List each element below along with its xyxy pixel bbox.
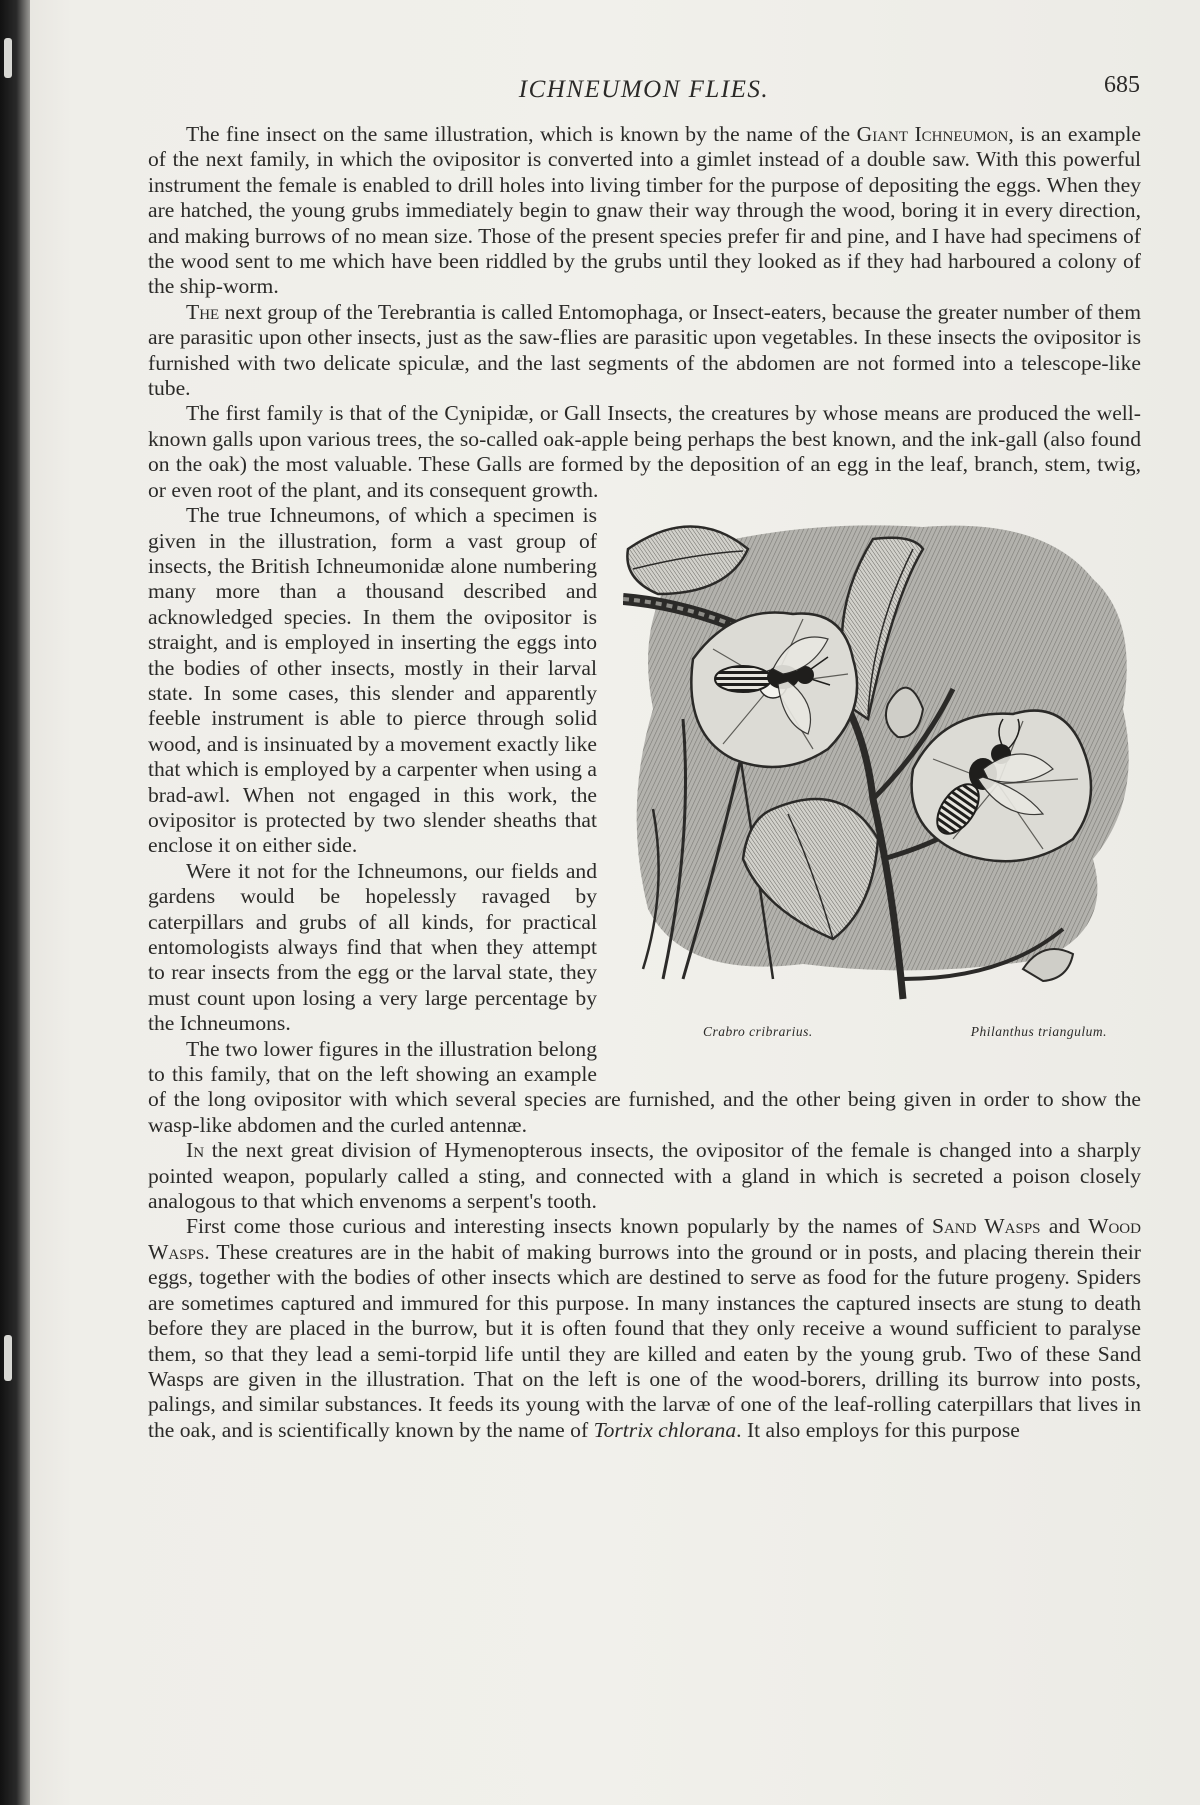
paragraph-cynipidae: The first family is that of the Cynipidæ, or Gall Insects, the creatures by whose means are produced the well-known galls upon various trees, the so-called oak-apple being perhaps the best known, and the ink-gall (also found on the oak) the most valuable. These Galls are formed by the deposition of an egg in the leaf, branch, stem, twig, or even root of the plant, and its consequent growth. [148,401,1141,502]
figure [623,509,1141,1067]
paragraph-lower-figures: The two lower figures in the illustration belong to this family, that on the left showing an example of the long ovipositor with which several species are furnished, and the other being given in order to show the wasp-like abdomen and the curled antennæ. [148,1036,1141,1137]
body-text [148,122,1141,1443]
paragraph-ichneumons-value: Were it not for the Ichneumons, our fields and gardens would be hopelessly ravaged by caterpillars and grubs of all kinds, for practical entomologists always find that when they attempt to rear insects from the egg or the larval state, they must count upon losing a very large percentage by the Ichneumons. [148,858,597,1036]
binding-edge [0,0,30,1805]
binding-speck [4,1335,12,1381]
binding-speck [4,38,12,78]
running-head [148,70,1140,114]
running-title: ICHNEUMON FLIES. [518,76,770,103]
paragraph-sand-wasps: First come those curious and interesting insects known popularly by the names of Sand Wasps and Wood Wasps. These creatures are in the habit of making burrows into the ground or in posts, and placing therein their eggs, together with the bodies of other insects which are destined to serve as food for the future progeny. Spiders are sometimes captured and immured for this purpose. In many instances the captured insects are stung to death before they are placed in the burrow, but it is often found that they only receive a wound sufficient to paralyse them, so that they lead a semi-torpid life until they are killed and eaten by the young grub. Two of these Sand Wasps are given in the illustration. That on the left is one of the wood-borers, drilling its burrow into posts, palings, and similar substances. It feeds its young with the larvæ of one of the leaf-rolling caterpillars that lives in the oak, and is scientifically known by the name of Tortrix chlorana. It also employs for this purpose [148,1214,1141,1442]
paragraph-entomophaga: The next group of the Terebrantia is called Entomophaga, or Insect-eaters, because the greater number of them are parasitic upon other insects, just as the saw-flies are parasitic upon vegetables. In these insects the ovipositor is furnished with two delicate spiculæ, and the last segments of the abdomen are not formed into a telescope-like tube. [148,299,1141,401]
paragraph-true-ichneumons: Crabro cribrarius. Philanthus triangulum. The true Ichneumons, of which a specimen is given in the illustration, form a vast group of insects, the British Ichneumonidæ alone numbering many more than a thousand described and acknowledged species. In them the ovipositor is straight, and is employed in inserting the eggs into the bodies of other insects, mostly in their larval state. In some cases, this slender and apparently feeble instrument is able to pierce through solid wood, and is insinuated by a movement exactly like that which is employed by a carpenter when using a brad-awl. When not engaged in this work, the ovipositor is protected by two slender sheaths that enclose it on either side. [148,503,1141,859]
page-number: 685 [1104,72,1140,98]
illustration [623,509,1141,1001]
paragraph-sting: In the next great division of Hymenopterous insects, the ovipositor of the female is changed into a sharply pointed weapon, popularly called a sting, and connected with a gland in which is secreted a poison closely analogous to that which envenoms a serpent's tooth. [148,1138,1141,1214]
paragraph-giant-ichneumon: The fine insect on the same illustration, which is known by the name of the Giant Ichneumon, is an example of the next family, in which the ovipositor is converted into a gimlet instead of a double saw. With this powerful instrument the female is enabled to drill holes into living timber for the purpose of depositing the eggs. When they are hatched, the young grubs immediately begin to gnaw their way through the wood, boring it in every direction, and making burrows of no mean size. Those of the present species prefer fir and pine, and I have had specimens of the wood sent to me which have been riddled by the grubs until they looked as if they had harboured a colony of the ship-worm. [148,122,1141,299]
caption-philanthus: Philanthus triangulum. [970,1024,1107,1040]
caption-crabro: Crabro cribrarius. [703,1024,813,1040]
